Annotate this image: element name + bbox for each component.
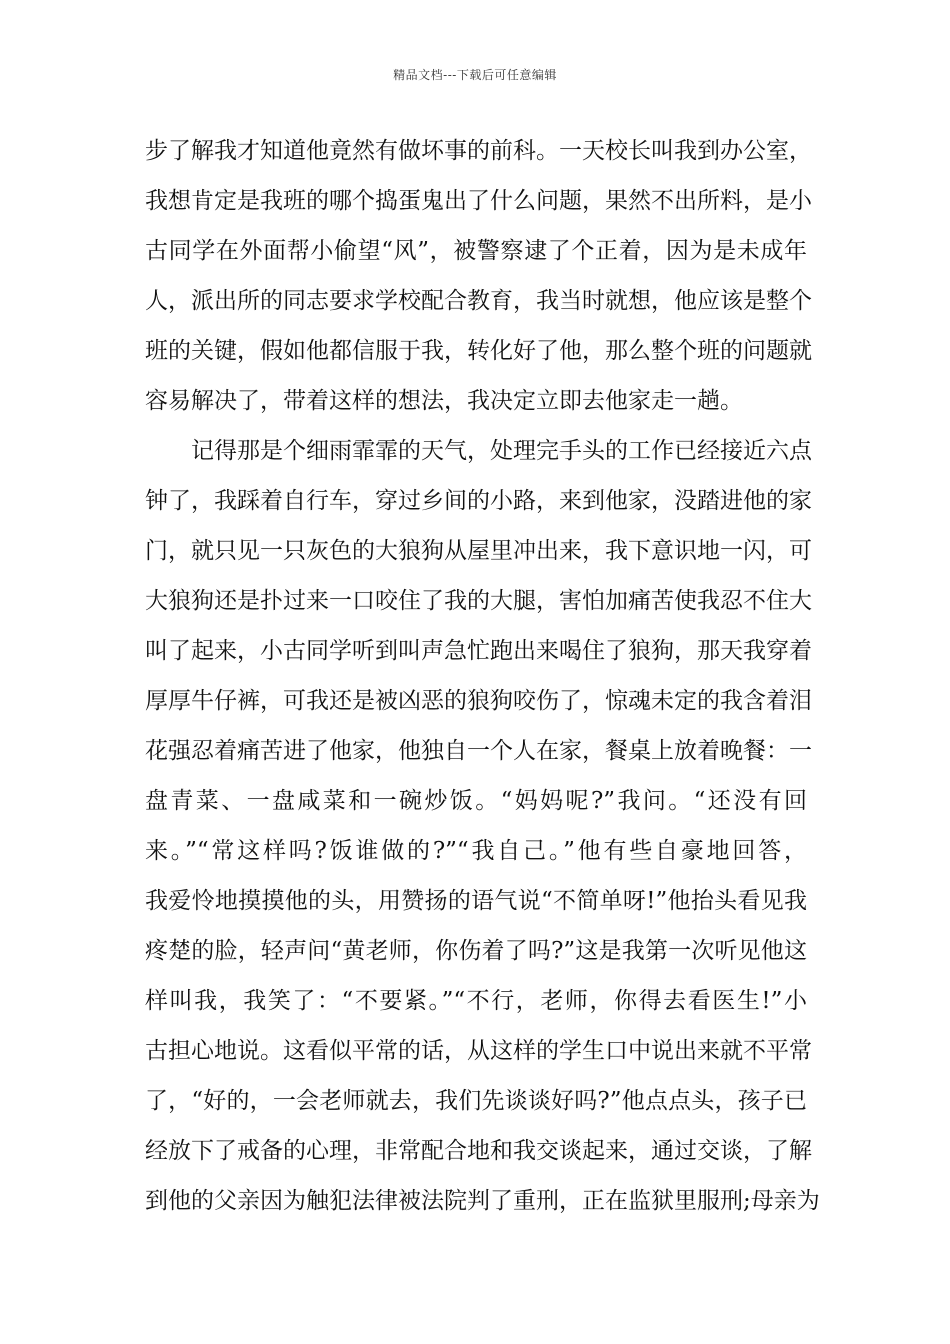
text-line: 盘青菜、一盘咸菜和一碗炒饭。“妈妈呢?”我问。“还没有回 [145,788,807,814]
text-line: 叫了起来，小古同学听到叫声急忙跑出来喝住了狼狗，那天我穿着 [145,638,812,664]
text-line: 古担心地说。这看似平常的话，从这样的学生口中说出来就不平常 [145,1038,812,1064]
text-line: 门，就只见一只灰色的大狼狗从屋里冲出来，我下意识地一闪，可 [145,538,812,564]
text-line: 记得那是个细雨霏霏的天气，处理完手头的工作已经接近六点 [191,438,812,464]
text-line: 厚厚牛仔裤，可我还是被凶恶的狼狗咬伤了，惊魂未定的我含着泪 [145,688,812,714]
text-line: 班的关键，假如他都信服于我，转化好了他，那么整个班的问题就 [145,338,812,364]
text-line: 我想肯定是我班的哪个捣蛋鬼出了什么问题，果然不出所料，是小 [145,188,812,214]
text-line: 疼楚的脸，轻声问“黄老师，你伤着了吗?”这是我第一次听见他这 [145,938,807,964]
text-line: 大狼狗还是扑过来一口咬住了我的大腿，害怕加痛苦使我忍不住大 [145,588,812,614]
text-line: 了，“好的，一会老师就去，我们先谈谈好吗?”他点点头，孩子已 [145,1088,807,1114]
text-line: 钟了，我踩着自行车，穿过乡间的小路，来到他家，没踏进他的家 [145,488,812,514]
text-line: 古同学在外面帮小偷望“风”，被警察逮了个正着，因为是未成年 [145,238,807,264]
page-header: 精品文档---下载后可任意编辑 [393,68,557,82]
text-line: 步了解我才知道他竟然有做坏事的前科。一天校长叫我到办公室， [145,138,812,164]
text-line: 花强忍着痛苦进了他家，他独自一个人在家，餐桌上放着晚餐：一 [145,738,812,764]
text-line: 到他的父亲因为触犯法律被法院判了重刑，正在监狱里服刑;母亲为 [145,1188,820,1214]
text-line: 容易解决了，带着这样的想法，我决定立即去他家走一趟。 [145,388,743,414]
body-text [145,126,820,1226]
text-line: 人，派出所的同志要求学校配合教育，我当时就想，他应该是整个 [145,288,812,314]
text-line: 我爱怜地摸摸他的头，用赞扬的语气说“不简单呀!”他抬头看见我 [145,888,807,914]
text-line: 来。”“常这样吗?饭谁做的?”“我自己。”他有些自豪地回答， [145,838,807,864]
text-line: 经放下了戒备的心理，非常配合地和我交谈起来，通过交谈，了解 [145,1138,812,1164]
text-line: 样叫我，我笑了：“不要紧。”“不行，老师，你得去看医生!”小 [145,988,807,1014]
